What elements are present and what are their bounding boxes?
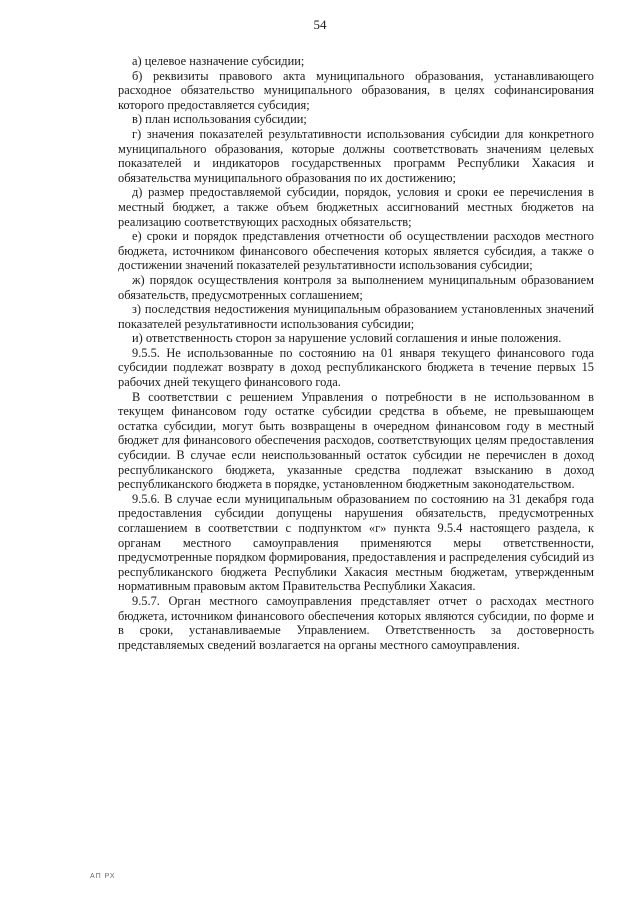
footer-mark: АП РХ bbox=[90, 873, 116, 880]
paragraph-item-b: б) реквизиты правового акта муниципального образования, устанавливающего расходное обязательство муниципального образования, в целях софинансирования которого предоставляется субсидия; bbox=[118, 68, 594, 112]
paragraph-9-5-5: 9.5.5. Не использованные по состоянию на 01 января текущего финансового года субсидии подлежат возврату в доход республиканского бюджета в течение первых 15 рабочих дней текущего финансового года. bbox=[118, 345, 594, 390]
paragraph-9-5-5-continued: В соответствии с решением Управления о потребности в не использованном в текущем финансовом году остатке субсидии средства в объеме, не превышающем остатка субсидии, могут быть возвращены в очередном финансовом году в местный бюджет для финансового обеспечения расходов, соответствующих целям предоставления субсидии. В случае если неиспользованный остаток субсидии не перечислен в доход республиканского бюджета, указанные средства подлежат взысканию в доход республиканского бюджета в порядке, установленном бюджетным законодательством. bbox=[118, 389, 594, 492]
paragraph-9-5-6: 9.5.6. В случае если муниципальным образованием по состоянию на 31 декабря года предоставления субсидии допущены нарушения обязательств, предусмотренных соглашением в соответствии с подпунктом «г» пункта 9.5.4 настоящего раздела, к органам местного самоуправления применяются меры ответственности, предусмотренные порядком формирования, предоставления и распределения субсидий из республиканского бюджета Республики Хакасия местным бюджетам, утвержденным нормативным правовым актом Правительства Республики Хакасия. bbox=[118, 491, 594, 594]
paragraph-9-5-7: 9.5.7. Орган местного самоуправления представляет отчет о расходах местного бюджета, источником финансового обеспечения которых являются субсидии, по форме и в сроки, устанавливаемые Управлением. Ответственность за достоверность представляемых сведений возлагается на органы местного самоуправления. bbox=[118, 593, 594, 652]
page-number: 54 bbox=[313, 17, 327, 32]
paragraph-item-e: е) сроки и порядок представления отчетности об осуществлении расходов местного бюджета, источником финансового обеспечения которых является субсидия, а также о достижении значений показателей результативности использования субсидии; bbox=[118, 229, 594, 273]
document-body bbox=[118, 54, 594, 652]
paragraph-item-d: д) размер предоставляемой субсидии, порядок, условия и сроки ее перечисления в местный бюджет, а также объем бюджетных ассигнований местных бюджетов на реализацию соответствующих расходных обязательств; bbox=[118, 185, 594, 229]
paragraph-item-z: з) последствия недостижения муниципальным образованием установленных значений показателей результативности использования субсидии; bbox=[118, 302, 594, 331]
paragraph-item-g: г) значения показателей результативности использования субсидии для конкретного муниципального образования, которые должны соответствовать значениям целевых показателей и индикаторов государственных программ Республики Хакасия и обязательства муниципального образования по их достижению; bbox=[118, 126, 594, 185]
paragraph-item-v: в) план использования субсидии; bbox=[132, 112, 307, 127]
paragraph-item-zh: ж) порядок осуществления контроля за выполнением муниципальным образованием обязательств, предусмотренных соглашением; bbox=[118, 272, 594, 302]
paragraph-item-i: и) ответственность сторон за нарушение условий соглашения и иные положения. bbox=[132, 331, 562, 346]
paragraph-item-a: а) целевое назначение субсидии; bbox=[132, 54, 305, 68]
